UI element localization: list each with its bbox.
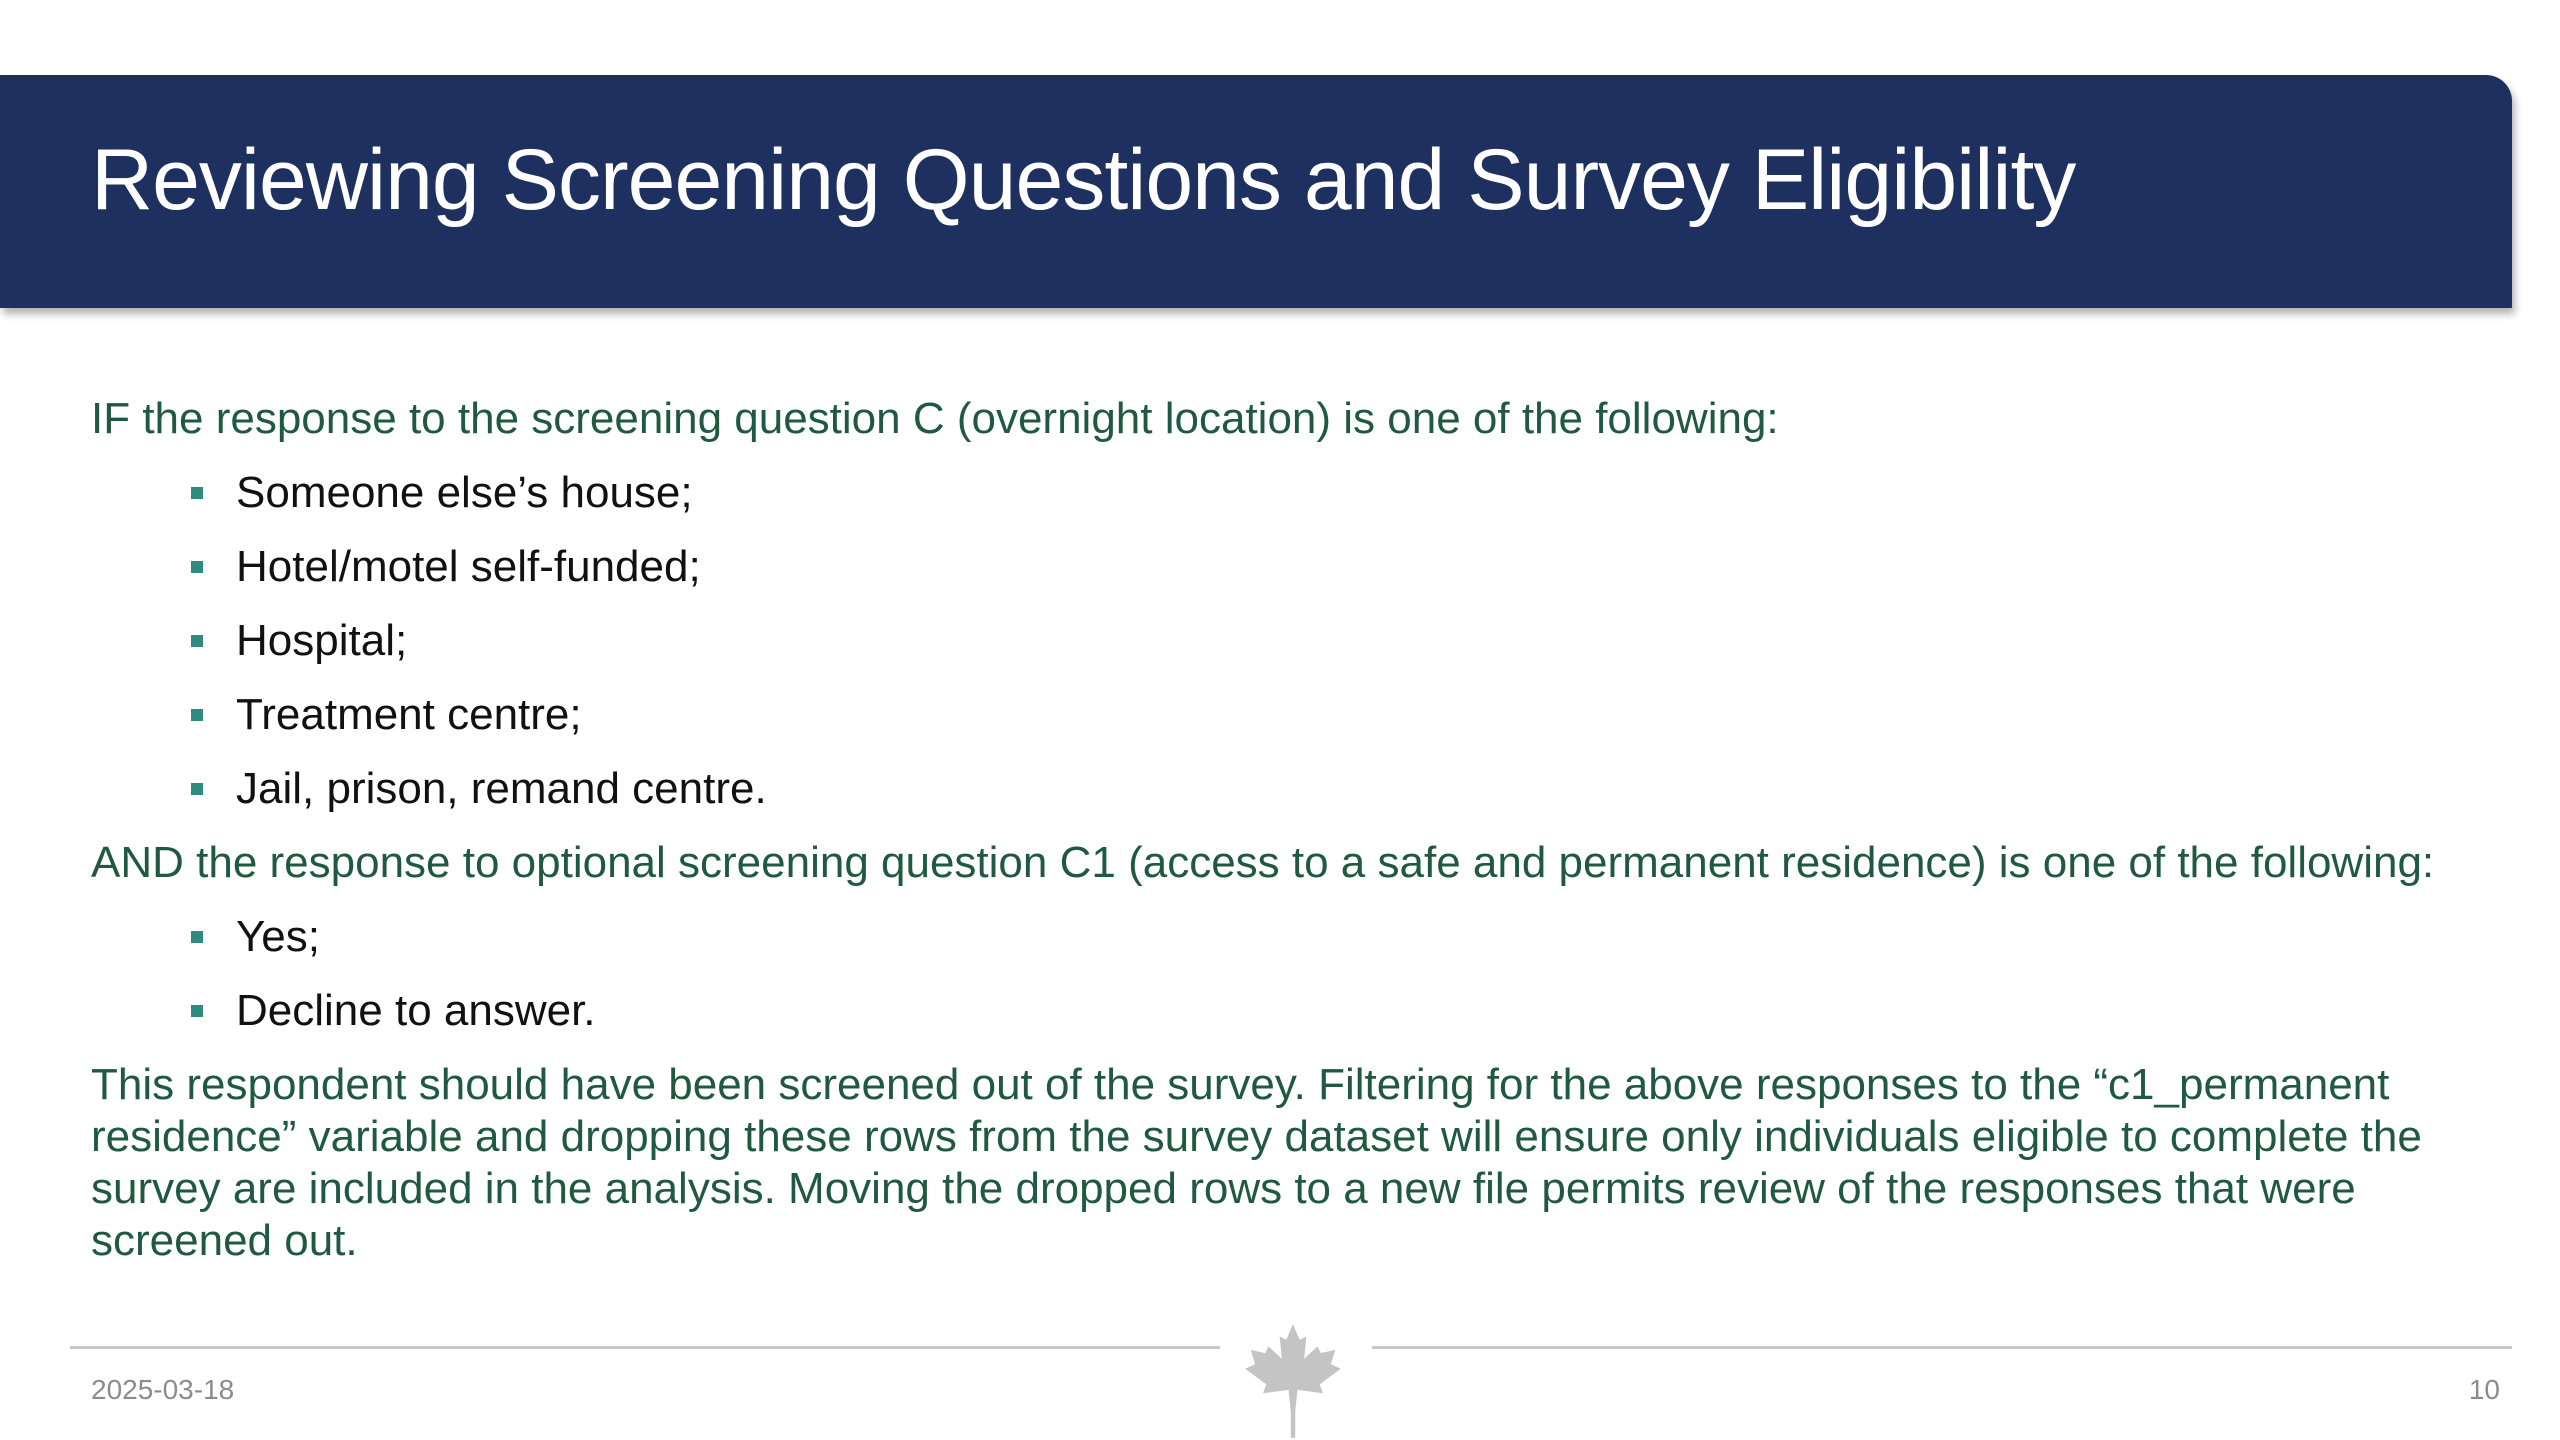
footer-date: 2025-03-18 bbox=[91, 1374, 235, 1405]
location-list bbox=[91, 467, 2491, 815]
list-item bbox=[91, 763, 2491, 815]
page-number: 10 bbox=[2468, 1374, 2500, 1405]
list-item bbox=[91, 541, 2491, 593]
bullet-square-icon bbox=[191, 561, 203, 573]
list-item bbox=[91, 985, 2491, 1037]
list-item-label: Decline to answer. bbox=[236, 986, 596, 1035]
bullet-square-icon bbox=[191, 487, 203, 499]
conclusion-text: This respondent should have been screened out of the survey. Filtering for the above responses to the “c1_permanent residence” variable and dropping these rows from the survey dataset will ensure only individuals eligible to complete the survey are included in the analysis. Moving the dropped rows to a new file permits review of the responses that were screened out. bbox=[91, 1060, 2422, 1265]
list-item bbox=[91, 689, 2491, 741]
bullet-square-icon bbox=[191, 783, 203, 795]
list-item-label: Yes; bbox=[236, 912, 321, 961]
bullet-square-icon bbox=[191, 1005, 203, 1017]
bullet-square-icon bbox=[191, 931, 203, 943]
list-item-label: Hospital; bbox=[236, 616, 408, 665]
list-item-label: Someone else’s house; bbox=[236, 468, 693, 517]
maple-leaf-icon bbox=[1237, 1322, 1349, 1440]
answer-list bbox=[91, 911, 2491, 1037]
intro-text: IF the response to the screening question C (overnight location) is one of the following: bbox=[91, 394, 1779, 443]
slide-title: Reviewing Screening Questions and Survey Eligibility bbox=[91, 132, 2076, 228]
list-item bbox=[91, 467, 2491, 519]
list-item-label: Jail, prison, remand centre. bbox=[236, 764, 767, 813]
footer-divider-right bbox=[1372, 1346, 2512, 1349]
list-item-label: Treatment centre; bbox=[236, 690, 582, 739]
slide-content bbox=[91, 393, 2491, 1267]
bullet-square-icon bbox=[191, 709, 203, 721]
list-item bbox=[91, 911, 2491, 963]
list-item bbox=[91, 615, 2491, 667]
list-item-label: Hotel/motel self-funded; bbox=[236, 542, 701, 591]
footer-divider-left bbox=[70, 1346, 1220, 1349]
bullet-square-icon bbox=[191, 635, 203, 647]
condition-text: AND the response to optional screening question C1 (access to a safe and permanent residence) is one of the following: bbox=[91, 838, 2435, 887]
